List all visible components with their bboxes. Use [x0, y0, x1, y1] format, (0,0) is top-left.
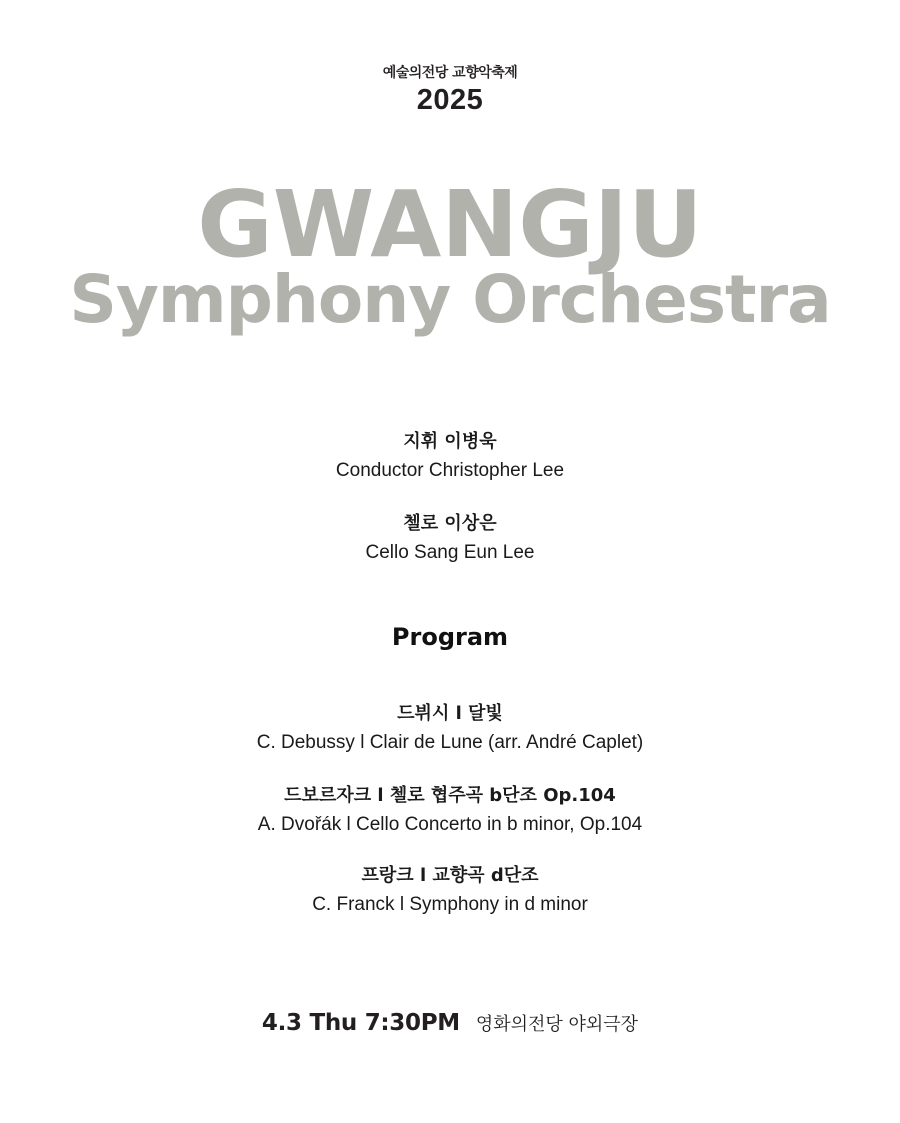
conductor-block [0, 430, 900, 484]
festival-year: 2025 [416, 84, 484, 116]
event-info [0, 1010, 900, 1044]
soloist-en: Cello Sang Eun Lee [365, 542, 535, 563]
conductor-kr: 지휘 이병욱 [403, 431, 497, 452]
soloist-block [0, 512, 900, 566]
piece-title-en: C. Franck l Symphony in d minor [312, 894, 588, 915]
orchestra-name-title: Symphony Orchestra [69, 261, 831, 338]
program-piece [0, 864, 900, 918]
program-heading: Program [391, 623, 509, 651]
event-venue: 영화의전당 야외극장 [475, 1014, 639, 1035]
piece-title-en: A. Dvořák l Cello Concerto in b minor, Op.104 [257, 814, 643, 835]
conductor-en: Conductor Christopher Lee [335, 460, 565, 481]
piece-title-kr: 드보르자크 l 첼로 협주곡 b단조 Op.104 [284, 785, 616, 806]
piece-title-kr: 드뷔시 l 달빛 [397, 703, 503, 724]
program-piece [0, 784, 900, 838]
piece-title-en: C. Debussy l Clair de Lune (arr. André Caplet) [256, 732, 644, 753]
piece-title-kr: 프랑크 l 교향곡 d단조 [361, 865, 539, 886]
orchestra-city-title: GWANGJU [197, 171, 703, 278]
program-piece [0, 702, 900, 756]
event-datetime: 4.3 Thu 7:30PM [261, 1010, 460, 1036]
soloist-kr: 첼로 이상은 [403, 513, 497, 534]
festival-name: 예술의전당 교향악축제 [382, 65, 518, 81]
